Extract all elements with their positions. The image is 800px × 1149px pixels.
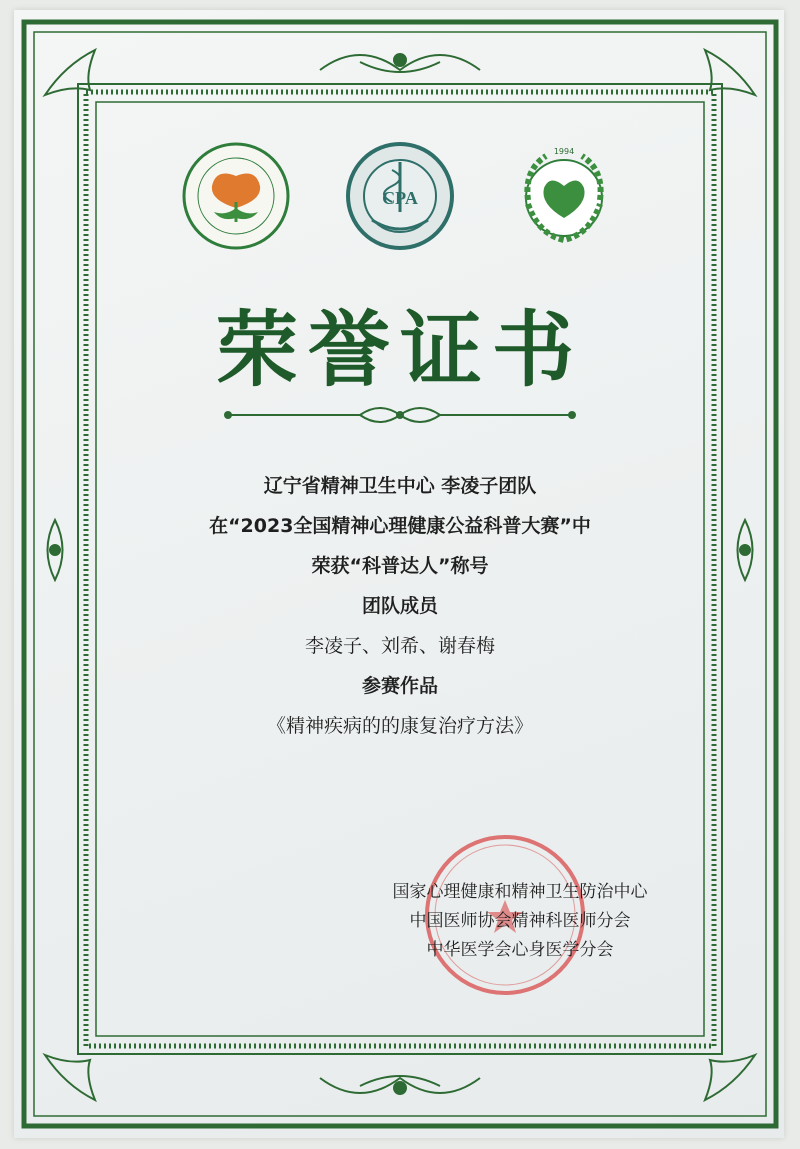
- recipient-line: 辽宁省精神卫生中心 李凌子团队: [263, 475, 537, 497]
- members-list: 李凌子、刘希、谢春梅: [304, 635, 495, 657]
- logo-row: [0, 140, 800, 252]
- issuer-2: 中国医师协会精神科医师分会: [409, 911, 631, 931]
- psychosomatic-society-logo: [508, 140, 620, 252]
- cpa-logo: [344, 140, 456, 252]
- work-title: 《精神疾病的的康复治疗方法》: [266, 715, 533, 737]
- issuing-organizations: [360, 878, 680, 965]
- certificate-body: [0, 466, 800, 746]
- national-mental-health-center-logo: [180, 140, 292, 252]
- members-heading: 团队成员: [361, 595, 438, 617]
- award-line: 荣获“科普达人”称号: [311, 555, 489, 577]
- issuer-1: 国家心理健康和精神卫生防治中心: [392, 882, 648, 902]
- logo-year: 1994: [553, 147, 575, 156]
- work-heading: 参赛作品: [361, 675, 438, 697]
- title-divider-ornament: [220, 400, 580, 430]
- cpa-acronym: CPA: [382, 188, 418, 208]
- event-line: 在“2023全国精神心理健康公益科普大赛”中: [209, 515, 591, 537]
- issuer-3: 中华医学会心身医学分会: [426, 940, 614, 960]
- certificate-title: 荣誉证书: [215, 302, 584, 398]
